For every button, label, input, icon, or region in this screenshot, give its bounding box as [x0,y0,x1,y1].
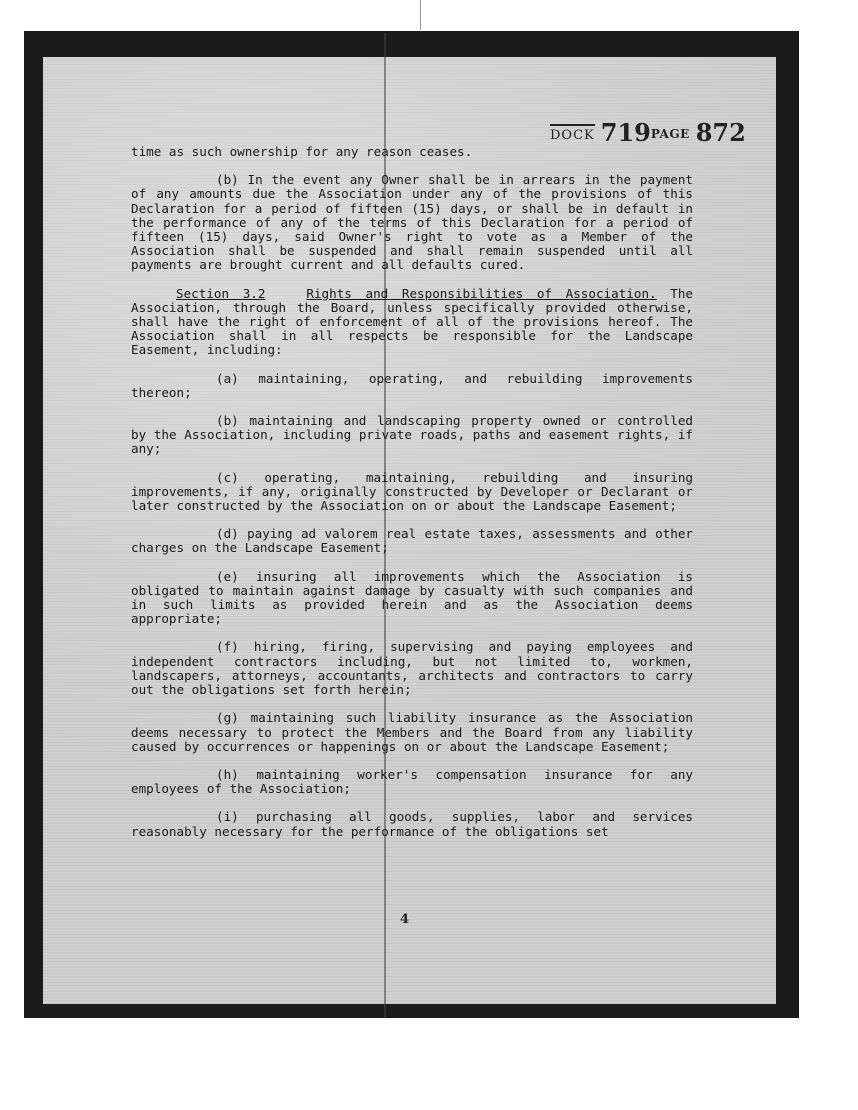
item-h: (h) maintaining worker's compensation insurance for any employees of the Association; [131,766,693,797]
item-d: (d) paying ad valorem real estate taxes, assessments and other charges on the Landscape Easement; [131,526,693,556]
recorded-page-number: 872 [695,118,746,147]
paragraph-b-arrears: (b) In the event any Owner shall be in arrears in the payment of any amounts due the Association under any of the provisions of this Declaration for a period of fifteen (15) days, or shall be in default in the performance of any of the terms of this Declaration for a period of fifteen (15) days, said Owner's right to vote as a Member of the Association shall be suspended and shall remain suspended until all payments are brought current and all defaults cured. [131,172,693,273]
item-a: (a) maintaining, operating, and rebuilding improvements thereon; [131,370,693,400]
item-f: (f) hiring, firing, supervising and paying employees and independent contractors including, but not limited to, workmen, landscapers, attorneys, accountants, architects and contractors to carry out the obligations set forth herein; [131,639,693,698]
book-number: 719 [600,118,651,147]
page-label: PAGE [650,127,690,141]
page-number: 4 [400,912,410,927]
section-body: The Association, through the Board, unless specifically provided otherwise, shall have the right of enforcement of all of the provisions hereof. The Association shall in all respects be responsible for the Landscape Easement, including: [131,285,694,358]
section-label: Section 3.2 [176,285,266,301]
recording-stamp [550,118,746,147]
dock-label: DOCK [550,124,595,143]
item-e: (e) insuring all improvements which the Association is obligated to maintain against damage by casualty with such companies and in such limits as provided herein and as the Association deems appropriate; [131,568,693,627]
paragraph-continuation: time as such ownership for any reason ceases. [131,144,473,159]
section-title: Rights and Responsibilities of Association. [306,285,657,301]
item-i: (i) purchasing all goods, supplies, labor and services reasonably necessary for the performance of the obligations set [131,809,693,839]
scan-edge-line [420,0,421,30]
item-g: (g) maintaining such liability insurance as the Association deems necessary to protect the Members and the Board from any liability caused by occurrences or happenings on or about the Landscape Easement; [131,710,693,754]
item-b: (b) maintaining and landscaping property owned or controlled by the Association, including private roads, paths and easement rights, if any; [131,413,693,457]
item-c: (c) operating, maintaining, rebuilding and insuring improvements, if any, originally constructed by Developer or Declarant or later constructed by the Association on or about the Landscape Easement; [131,469,693,514]
section-3-2 [131,287,693,358]
document-body [131,145,693,853]
